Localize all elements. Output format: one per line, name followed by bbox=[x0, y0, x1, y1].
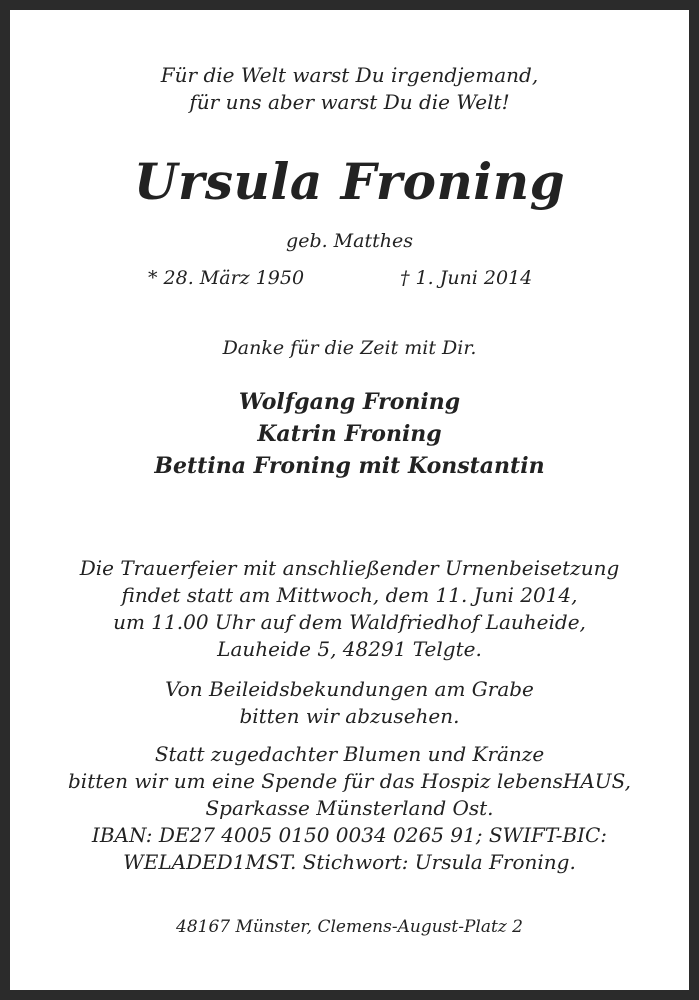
birth-date: * 28. März 1950 bbox=[148, 267, 305, 289]
condolences-line-2: bitten wir abzusehen. bbox=[239, 704, 460, 728]
donation-line-4: IBAN: DE27 4005 0150 0034 0265 91; SWIFT-BIC: bbox=[91, 823, 608, 847]
motto-line-2: für uns aber warst Du die Welt! bbox=[189, 90, 510, 114]
ceremony-line-3: um 11.00 Uhr auf dem Waldfriedhof Lauheide, bbox=[113, 610, 586, 634]
obituary-notice bbox=[10, 10, 689, 990]
ceremony-line-2: findet statt am Mittwoch, dem 11. Juni 2014, bbox=[121, 583, 578, 607]
thanks-line: Danke für die Zeit mit Dir. bbox=[222, 337, 477, 359]
mourner-2: Katrin Froning bbox=[257, 421, 442, 447]
donation-line-5: WELADED1MST. Stichwort: Ursula Froning. bbox=[123, 850, 576, 874]
condolences-line-1: Von Beileidsbekundungen am Grabe bbox=[165, 677, 534, 701]
motto-line-1: Für die Welt warst Du irgendjemand, bbox=[160, 63, 539, 87]
mourner-3: Bettina Froning mit Konstantin bbox=[154, 453, 545, 479]
ceremony-line-4: Lauheide 5, 48291 Telgte. bbox=[217, 637, 482, 661]
death-date: † 1. Juni 2014 bbox=[400, 267, 533, 289]
mourner-1: Wolfgang Froning bbox=[238, 389, 461, 415]
donation-line-3: Sparkasse Münsterland Ost. bbox=[205, 796, 494, 820]
ceremony-line-1: Die Trauerfeier mit anschließender Urnenbeisetzung bbox=[79, 556, 620, 580]
donation-line-2: bitten wir um eine Spende für das Hospiz lebensHAUS, bbox=[68, 769, 631, 793]
life-dates bbox=[10, 267, 689, 293]
address-line: 48167 Münster, Clemens-August-Platz 2 bbox=[176, 917, 523, 937]
donation-line-1: Statt zugedachter Blumen und Kränze bbox=[154, 742, 545, 766]
maiden-name: geb. Matthes bbox=[286, 230, 413, 252]
deceased-name: Ursula Froning bbox=[133, 152, 566, 211]
